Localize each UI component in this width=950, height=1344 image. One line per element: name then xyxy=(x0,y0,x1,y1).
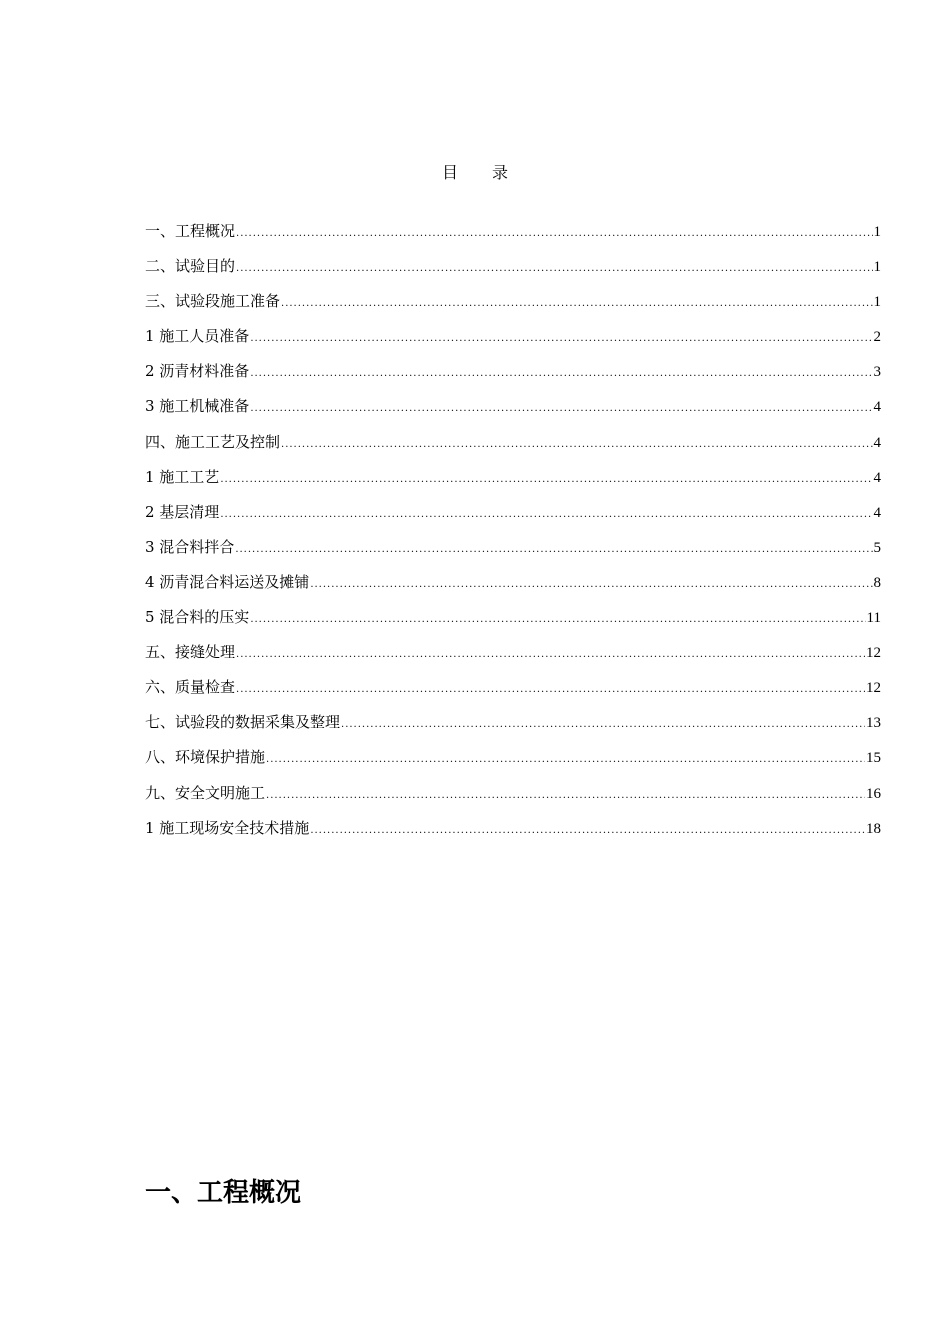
toc-entry-label: 4 沥青混合料运送及摊铺 xyxy=(145,572,310,591)
toc-entry-label: 三、试验段施工准备 xyxy=(145,292,281,311)
toc-entry-label: 1 施工人员准备 xyxy=(145,327,250,346)
toc-entry-label: 2 沥青材料准备 xyxy=(145,362,250,381)
toc-leader-dots xyxy=(341,713,865,737)
toc-title xyxy=(0,160,950,183)
toc-entry[interactable] xyxy=(145,359,881,394)
toc-entry[interactable] xyxy=(145,394,881,429)
toc-entry-label: 3 施工机械准备 xyxy=(145,397,250,416)
toc-entry-page: 1 xyxy=(873,224,881,240)
toc-leader-dots xyxy=(266,784,865,808)
toc-entry[interactable] xyxy=(145,500,881,535)
toc-entry-label: 五、接缝处理 xyxy=(145,643,236,662)
toc-entry-page: 15 xyxy=(866,750,881,767)
toc-entry-page: 12 xyxy=(866,645,881,662)
toc-leader-dots xyxy=(266,748,865,772)
toc-entry[interactable] xyxy=(145,535,881,570)
toc-entry-label: 二、试验目的 xyxy=(145,257,236,276)
toc-leader-dots xyxy=(236,643,865,667)
toc-entry-page: 12 xyxy=(866,680,881,697)
toc-entry[interactable] xyxy=(145,745,881,780)
toc-entry-label: 六、质量检查 xyxy=(145,678,236,697)
toc-entry-label: 一、工程概况 xyxy=(145,222,236,240)
toc-entry-page: 16 xyxy=(866,785,881,802)
toc-leader-dots xyxy=(235,538,872,562)
toc-leader-dots xyxy=(236,222,872,246)
toc-entry-page: 3 xyxy=(873,364,881,381)
toc-entry[interactable] xyxy=(145,289,881,324)
toc-leader-dots xyxy=(250,608,865,632)
toc-entry-page: 5 xyxy=(873,539,881,556)
toc-entry-label: 四、施工工艺及控制 xyxy=(145,432,281,451)
toc-entry-page: 11 xyxy=(866,610,881,627)
toc-entry[interactable] xyxy=(145,605,881,640)
toc-entry-page: 4 xyxy=(873,399,881,416)
toc-leader-dots xyxy=(310,573,872,597)
toc-leader-dots xyxy=(236,257,872,281)
toc-entry-page: 4 xyxy=(873,504,881,521)
toc-entry-label: 七、试验段的数据采集及整理 xyxy=(145,713,341,732)
toc-entry[interactable] xyxy=(145,324,881,359)
toc-entry-label: 3 混合料拌合 xyxy=(145,537,235,556)
toc-entry[interactable] xyxy=(145,465,881,500)
toc-entry-label: 2 基层清理 xyxy=(145,502,220,521)
toc-leader-dots xyxy=(250,327,872,351)
toc-entry-page: 4 xyxy=(873,434,881,451)
toc-entry-page: 4 xyxy=(873,469,881,486)
section-heading: 一、工程概况 xyxy=(145,1178,302,1208)
toc-entry-label: 八、环境保护措施 xyxy=(145,748,266,767)
toc-entry-page: 1 xyxy=(873,294,881,311)
toc-entry-label: 1 施工现场安全技术措施 xyxy=(145,818,310,837)
toc-leader-dots xyxy=(281,433,872,457)
toc-leader-dots xyxy=(236,678,865,702)
toc-entry-page: 8 xyxy=(873,574,881,591)
toc-entry[interactable] xyxy=(145,710,881,745)
table-of-contents xyxy=(145,219,881,851)
toc-entry[interactable] xyxy=(145,816,881,851)
toc-entry-label: 1 施工工艺 xyxy=(145,467,220,486)
toc-entry[interactable] xyxy=(145,640,881,675)
toc-title-part1: 目 xyxy=(441,163,458,182)
toc-entry-page: 2 xyxy=(873,329,881,346)
toc-entry[interactable] xyxy=(145,219,881,254)
toc-leader-dots xyxy=(310,819,865,843)
toc-leader-dots xyxy=(220,503,872,527)
toc-leader-dots xyxy=(220,468,872,492)
toc-entry-page: 18 xyxy=(866,820,881,837)
toc-entry[interactable] xyxy=(145,781,881,816)
toc-entry-page: 13 xyxy=(866,715,881,732)
toc-entry-label: 5 混合料的压实 xyxy=(145,608,250,627)
toc-leader-dots xyxy=(250,397,872,421)
toc-entry[interactable] xyxy=(145,675,881,710)
toc-leader-dots xyxy=(281,292,872,316)
toc-entry[interactable] xyxy=(145,430,881,465)
toc-entry[interactable] xyxy=(145,254,881,289)
toc-title-part2: 录 xyxy=(492,163,509,182)
toc-entry-label: 九、安全文明施工 xyxy=(145,783,266,802)
toc-leader-dots xyxy=(250,362,872,386)
toc-entry[interactable] xyxy=(145,570,881,605)
toc-entry-page: 1 xyxy=(873,259,881,276)
